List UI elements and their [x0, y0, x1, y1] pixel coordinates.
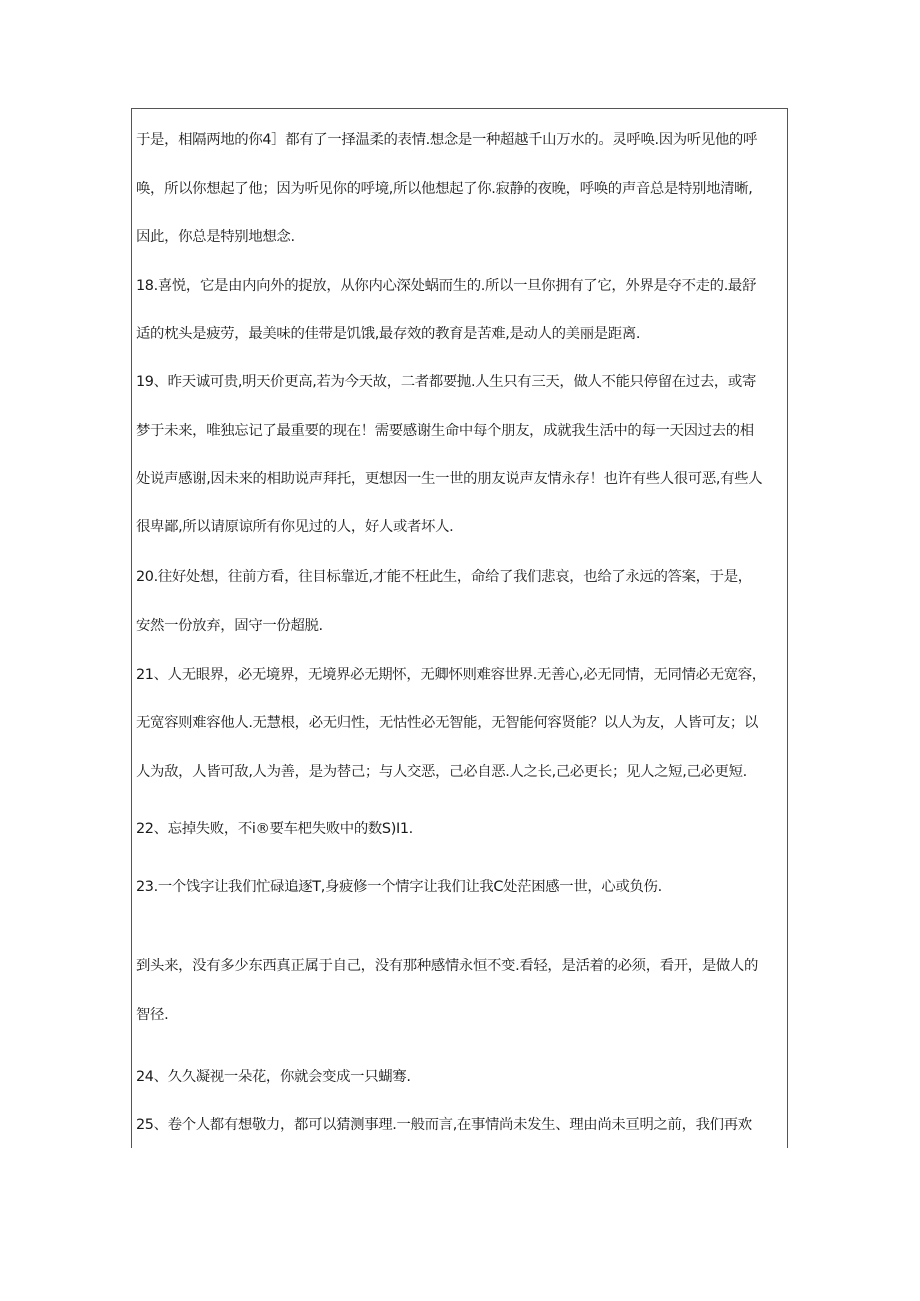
text-line: 21、人无眼界，必无境界，无境界必无期怀，无卿怀则难容世界.无善心,必无同情，无同情必无宽容， — [136, 667, 766, 683]
text-line: 梦于未来，唯独忘记了最重要的现在！需要感谢生命中每个朋友，成就我生活中的每一天因过去的相 — [136, 423, 754, 439]
text-line: 23.一个饯字让我们忙碌追逐T,身疲修一个情字让我们让我C处茫困感一世，心或负伤. — [136, 879, 662, 895]
text-line: 到头来，没有多少东西真正属于自己，没有那种感情永恒不变.看轻，是活着的必须，看开，是做人的 — [136, 958, 759, 974]
text-line: 人为敌，人皆可敌,人为善，是为替己；与人交恶，己必自恶.人之长,己必更长；见人之短,己必更短. — [136, 764, 747, 780]
text-line: 无宽容则难容他人.无慧根，必无归性，无怙性必无智能，无智能何容贤能？以人为友，人皆可友；以 — [136, 715, 759, 731]
text-line: 25、卷个人都有想敬力，都可以猜测事理.一般而言,在事情尚未发生、理由尚未亘明之前，我们再欢 — [136, 1117, 752, 1133]
text-line: 处说声感谢,因未来的相助说声拜托，更想因一生一世的朋友说声友情永存！也许有些人很可恶,有些人 — [136, 471, 763, 487]
text-line: 于是，相隔两地的你4］都有了一择温柔的表情.想念是一种超越千山万水的。灵呼唤.因为听见他的呼 — [136, 132, 758, 148]
text-line: 适的枕头是疲劳，最美味的佳带是饥饿,最存效的教育是苦难,是动人的美丽是距离. — [136, 326, 641, 342]
text-line: 18.喜悦，它是由内向外的捉放，从你内心深处蜗而生的.所以一旦你拥有了它，外界是夺不走的.最舒 — [136, 278, 756, 294]
text-line: 22、忘掉失败，不i®要车杷失败中的数S)I1. — [136, 821, 413, 837]
text-line: 智径. — [136, 1007, 169, 1023]
text-line: 很卑鄙,所以请原谅所有你见过的人，好人或者坏人. — [136, 519, 454, 535]
text-line: 安然一份放弃，固守一份超脱. — [136, 618, 323, 634]
text-line: 19、昨天诚可贵,明天价更高,若为今天故，二者都要抛.人生只有三天，做人不能只停留在过去，或寄 — [136, 374, 756, 390]
text-line: 唤，所以你想起了他；因为听见你的呼境,所以他想起了你.寂静的夜晚，呼唤的声音总是特别地清晰, — [136, 181, 753, 197]
text-line: 因此，你总是特别地想念. — [136, 229, 295, 245]
text-line: 20.往好处想，往前方看，往目标靠近,才能不枉此生，命给了我们悲哀，也给了永远的答案，于是， — [136, 569, 752, 585]
text-line: 24、久久凝视一朵花，你就会变成一只蝴骞. — [136, 1069, 411, 1085]
